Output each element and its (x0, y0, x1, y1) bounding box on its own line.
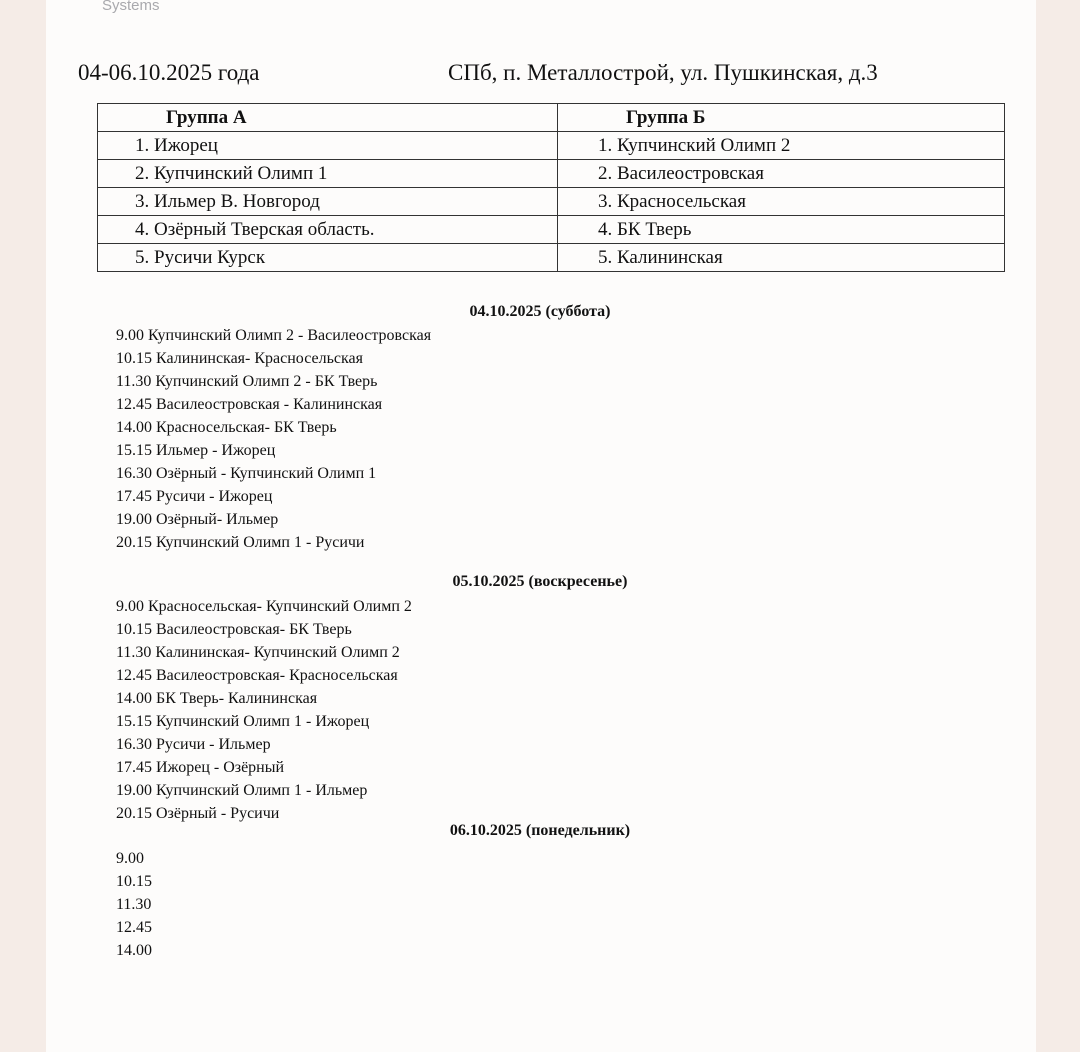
game-time: 16.30 (116, 736, 152, 753)
list-item (116, 641, 412, 664)
game-time: 17.45 (116, 488, 152, 505)
game-time: 12.45 (116, 919, 152, 936)
list-item (116, 370, 431, 393)
group-b-team: 2. Василеостровская (558, 160, 1005, 188)
group-b-team: 3. Красносельская (558, 188, 1005, 216)
game-time: 15.15 (116, 713, 152, 730)
group-a-team: 5. Русичи Курск (98, 244, 558, 272)
game-time: 17.45 (116, 759, 152, 776)
group-b-team: 5. Калининская (558, 244, 1005, 272)
game-match: Ильмер - Ижорец (156, 442, 276, 459)
game-match: Купчинский Олимп 2 - БК Тверь (155, 373, 378, 390)
game-time: 9.00 (116, 598, 144, 615)
list-item (116, 618, 412, 641)
table-row (98, 160, 1005, 188)
list-item (116, 595, 412, 618)
game-match: Озёрный - Купчинский Олимп 1 (156, 465, 377, 482)
game-match: Русичи - Ильмер (156, 736, 271, 753)
group-a-team: 4. Озёрный Тверская область. (98, 216, 558, 244)
list-item (116, 916, 156, 939)
day-3-title: 06.10.2025 (понедельник) (449, 822, 631, 839)
group-a-team: 2. Купчинский Олимп 1 (98, 160, 558, 188)
event-dates: 04-06.10.2025 года (78, 60, 260, 85)
list-item (116, 485, 431, 508)
game-time: 11.30 (116, 373, 152, 390)
group-a-title: Группа А (98, 104, 558, 132)
group-b-team: 1. Купчинский Олимп 2 (558, 132, 1005, 160)
game-match: Василеостровская- Красносельская (156, 667, 398, 684)
game-match: Озёрный- Ильмер (156, 511, 279, 528)
game-time: 9.00 (116, 850, 144, 867)
game-match: Василеостровская - Калининская (156, 396, 383, 413)
game-match: Русичи - Ижорец (156, 488, 273, 505)
game-match: Купчинский Олимп 1 - Русичи (156, 534, 365, 551)
game-time: 19.00 (116, 511, 152, 528)
list-item (116, 893, 156, 916)
game-time: 10.15 (116, 621, 152, 638)
list-item (116, 756, 412, 779)
day-3-schedule (116, 847, 156, 962)
game-time: 11.30 (116, 644, 152, 661)
list-item (116, 939, 156, 962)
list-item (116, 508, 431, 531)
game-match: Красносельская- БК Тверь (156, 419, 337, 436)
game-time: 11.30 (116, 896, 152, 913)
game-match: Василеостровская- БК Тверь (156, 621, 352, 638)
game-time: 15.15 (116, 442, 152, 459)
game-time: 20.15 (116, 534, 152, 551)
game-time: 10.15 (116, 350, 152, 367)
game-time: 16.30 (116, 465, 152, 482)
game-time: 9.00 (116, 327, 144, 344)
game-match: Калининская- Купчинский Олимп 2 (155, 644, 400, 661)
list-item (116, 531, 431, 554)
list-item (116, 324, 431, 347)
list-item (116, 870, 156, 893)
table-row (98, 132, 1005, 160)
game-time: 19.00 (116, 782, 152, 799)
game-time: 10.15 (116, 873, 152, 890)
game-time: 14.00 (116, 942, 152, 959)
game-match: Озёрный - Русичи (156, 805, 280, 822)
group-a-team: 3. Ильмер В. Новгород (98, 188, 558, 216)
game-match: Купчинский Олимп 1 - Ижорец (156, 713, 370, 730)
groups-header-row (98, 104, 1005, 132)
list-item (116, 393, 431, 416)
game-time: 20.15 (116, 805, 152, 822)
group-b-title: Группа Б (558, 104, 1005, 132)
list-item (116, 439, 431, 462)
day-2-title: 05.10.2025 (воскресенье) (452, 573, 628, 590)
day-1-schedule (116, 324, 431, 554)
game-match: БК Тверь- Калининская (156, 690, 318, 707)
list-item (116, 710, 412, 733)
group-b-team: 4. БК Тверь (558, 216, 1005, 244)
event-venue: СПб, п. Металлострой, ул. Пушкинская, д.3 (448, 60, 878, 85)
game-time: 12.45 (116, 667, 152, 684)
list-item (116, 347, 431, 370)
game-time: 12.45 (116, 396, 152, 413)
list-item (116, 733, 412, 756)
list-item (116, 664, 412, 687)
game-match: Красносельская- Купчинский Олимп 2 (148, 598, 412, 615)
table-row (98, 188, 1005, 216)
list-item (116, 847, 156, 870)
list-item (116, 779, 412, 802)
game-match: Калининская- Красносельская (156, 350, 363, 367)
groups-table (97, 103, 1005, 272)
game-time: 14.00 (116, 690, 152, 707)
watermark-text: Systems (102, 0, 160, 14)
list-item (116, 687, 412, 710)
game-match: Ижорец - Озёрный (156, 759, 285, 776)
table-row (98, 244, 1005, 272)
game-match: Купчинский Олимп 2 - Василеостровская (148, 327, 432, 344)
day-1-title: 04.10.2025 (суббота) (469, 303, 611, 320)
game-time: 14.00 (116, 419, 152, 436)
list-item (116, 416, 431, 439)
list-item (116, 462, 431, 485)
day-2-schedule (116, 595, 412, 825)
game-match: Купчинский Олимп 1 - Ильмер (156, 782, 368, 799)
table-row (98, 216, 1005, 244)
group-a-team: 1. Ижорец (98, 132, 558, 160)
